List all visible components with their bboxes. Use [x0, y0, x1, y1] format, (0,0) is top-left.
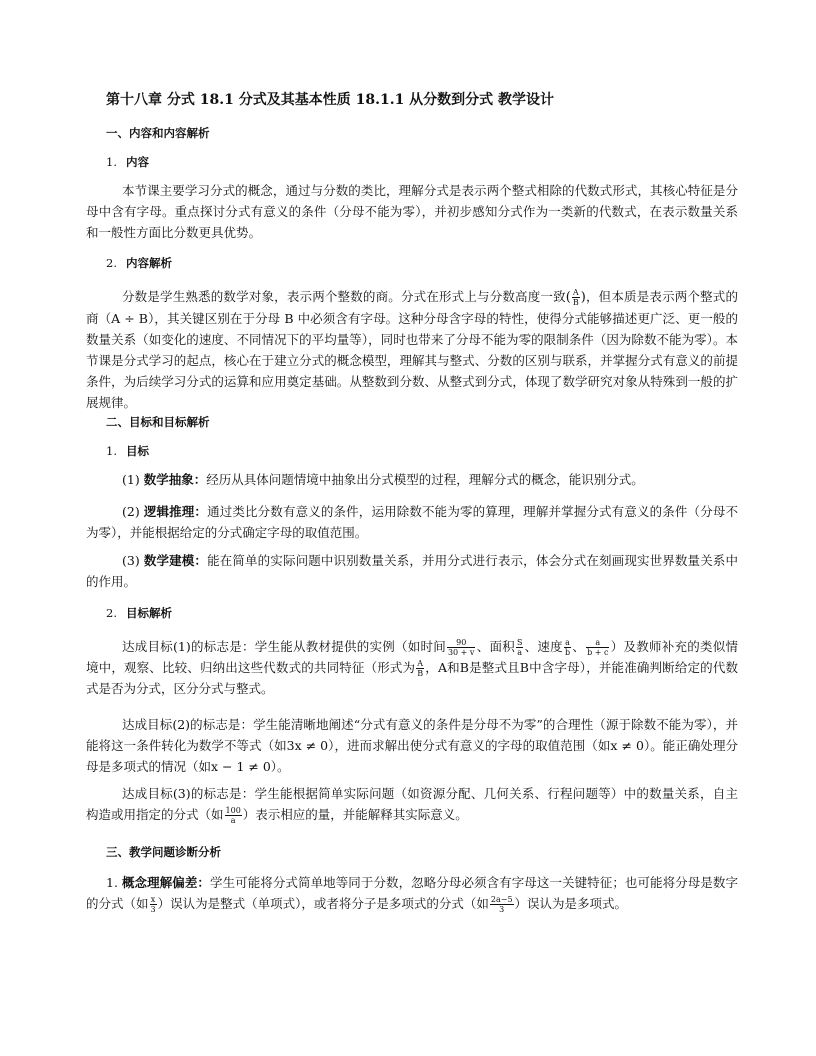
goal-label: 数学抽象：	[143, 472, 207, 487]
text-run: 、面积	[476, 639, 515, 654]
fraction-denominator: B	[417, 669, 424, 678]
text-run: ）表示相应的量，并能解释其实际意义。	[242, 807, 468, 822]
fraction-denominator: b	[564, 648, 571, 657]
goal-text: 经历从具体问题情境中抽象出分式模型的过程，理解分式的概念，能识别分式。	[206, 472, 644, 487]
fraction-speed	[564, 638, 571, 657]
subheading-goal-analysis	[106, 605, 172, 621]
goal-number: (2)	[122, 504, 140, 519]
text-run: ）误认为是整式（单项式），或者将分子是多项式的分式（如	[157, 896, 489, 911]
item-number: 1.	[106, 875, 118, 890]
goal-analysis-1	[86, 636, 738, 699]
fraction-numerator: S	[516, 638, 523, 647]
subheading-number: 1.	[106, 155, 117, 169]
subheading-goals	[106, 443, 149, 459]
fraction-x-over-3	[150, 895, 157, 914]
subheading-label: 目标	[126, 444, 149, 458]
fraction-time	[447, 638, 476, 657]
text-run: (	[565, 290, 571, 305]
goal-item-2	[86, 501, 738, 543]
fraction-area	[516, 638, 523, 657]
text-run: ，但本质是表示两个整式的商（A ÷ B），其关键区别在于分母 B 中必须含有字母。这种分母含字母的特性，使得分式能够描述更广泛、更一般的数量关系（如变化的速度、不同情况下的平均量等），同时也带来了分母不能为零的限制条件（因为除数不能为零）。本节课是分式学习的起点，核心在于建立分式的概念模型，理解其与整式、分数的区别与联系，并掌握分式有意义的前提条件，为后续学习分式的运算和应用奠定基础。从整数到分数、从整式到分式，体现了数学研究对象从特殊到一般的扩展规律。	[86, 289, 738, 410]
fraction-denominator: 3	[150, 905, 156, 914]
goal-analysis-2: 达成目标(2)的标志是：学生能清晰地阐述“分式有意义的条件是分母不为零”的合理性（源于除数不能为零），并能将这一条件转化为数学不等式（如3x ≠ 0），进而求解出使分式有意义的字母的取值范围（如x ≠ 0）。能正确处理分母是多项式的情况（如x − 1 ≠ 0）。	[86, 717, 738, 774]
fraction-numerator: a	[565, 638, 570, 647]
item-label: 概念理解偏差：	[121, 875, 210, 890]
fraction-2a-minus-5-over-3	[490, 895, 514, 914]
subheading-label: 内容解析	[126, 256, 172, 270]
diagnosis-item-1	[86, 872, 738, 914]
fraction-a-over-b-plus-c	[586, 638, 609, 657]
subheading-number: 2.	[106, 606, 117, 620]
subheading-number: 2.	[106, 256, 117, 270]
paragraph-content-analysis	[86, 286, 738, 413]
goal-label: 逻辑推理：	[143, 504, 208, 519]
text-run: 、	[572, 639, 586, 654]
goal-label: 数学建模：	[143, 553, 208, 568]
text-run: 分数是学生熟悉的数学对象，表示两个整数的商。分式在形式上与分数高度一致	[122, 289, 566, 304]
section-heading-content: 一、内容和内容解析	[106, 126, 210, 140]
fraction-denominator: B	[572, 298, 579, 307]
goal-number: (3)	[122, 553, 140, 568]
fraction-denominator: a	[517, 648, 523, 657]
goal-item-1	[86, 469, 738, 490]
fraction-denominator: a	[230, 816, 236, 825]
goal-number: (1)	[122, 472, 140, 487]
subheading-label: 内容	[126, 155, 149, 169]
fraction-numerator: x	[150, 895, 156, 904]
section-heading-diagnosis: 三、教学问题诊断分析	[106, 845, 221, 859]
fraction-a-over-b	[416, 659, 424, 678]
subheading-content	[106, 154, 149, 170]
fraction-denominator: b + c	[587, 648, 609, 657]
fraction-denominator: 3	[499, 905, 505, 914]
fraction-numerator: A	[572, 288, 579, 297]
text-run: 达成目标(1)的标志是：学生能从教材提供的实例（如时间	[122, 639, 446, 654]
subheading-label: 目标解析	[126, 606, 172, 620]
fraction-a-over-b	[572, 288, 580, 307]
goal-item-3	[86, 550, 738, 592]
text-run: ）误认为是多项式。	[514, 896, 628, 911]
document-title: 第十八章 分式 18.1 分式及其基本性质 18.1.1 从分数到分式 教学设计	[106, 92, 555, 108]
paragraph-content: 本节课主要学习分式的概念，通过与分数的类比，理解分式是表示两个整式相除的代数式形式，其核心特征是分母中含有字母。重点探讨分式有意义的条件（分母不能为零），并初步感知分式作为一类新的代数式，在表示数量关系和一般性方面比分数更具优势。	[86, 183, 738, 240]
section-heading-goals: 二、目标和目标解析	[106, 415, 210, 429]
goal-analysis-3	[86, 783, 738, 825]
fraction-numerator: 2a−5	[490, 895, 513, 904]
text-run: 、速度	[524, 639, 563, 654]
text-run: ，A和B是整式且B中含字母），并能准确判断给定的代数式是否为分式，区分分式与整式。	[86, 660, 738, 696]
fraction-numerator: A	[417, 659, 424, 668]
subheading-number: 1.	[106, 444, 117, 458]
text-run: ）及教师补充的类似情境中，观察、比较、归纳出这些代数式的共同特征（形式为	[86, 639, 738, 675]
text-run: 学生可能将分式简单地等同于分数，忽略分母必须含有字母这一关键特征；也可能将分母是数字的分式（如	[86, 875, 738, 911]
fraction-denominator: 30 + v	[447, 648, 475, 657]
subheading-content-analysis	[106, 255, 172, 271]
goal-text: 能在简单的实际问题中识别数量关系，并用分式进行表示，体会分式在刻画现实世界数量关系中的作用。	[86, 553, 738, 589]
goal-text: 通过类比分数有意义的条件，运用除数不能为零的算理，理解并掌握分式有意义的条件（分母不为零），并能根据给定的分式确定字母的取值范围。	[86, 504, 738, 540]
fraction-100-over-a	[225, 806, 242, 825]
text-run: )	[580, 290, 586, 305]
text-run: 达成目标(3)的标志是：学生能根据简单实际问题（如资源分配、几何关系、行程问题等）中的数量关系，自主构造或用指定的分式（如	[86, 786, 738, 822]
fraction-numerator: a	[586, 638, 609, 648]
fraction-numerator: 90	[447, 638, 476, 648]
fraction-numerator: 100	[225, 806, 241, 815]
